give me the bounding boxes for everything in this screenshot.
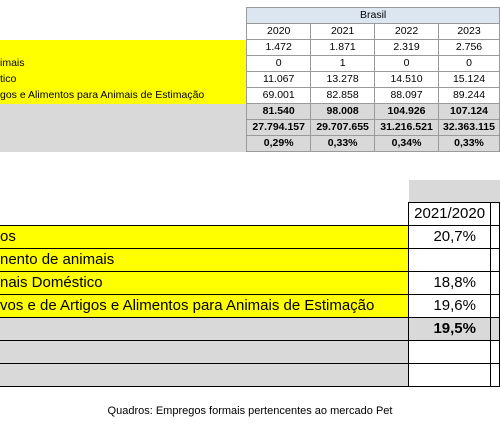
year-header: 2020 bbox=[247, 24, 311, 40]
table-cell: 98.008 bbox=[311, 104, 375, 120]
year-header: 2022 bbox=[375, 24, 439, 40]
table-group-header-row bbox=[0, 8, 500, 24]
table-cell bbox=[409, 249, 491, 272]
row-label: vos e de Artigos e Alimentos para Animais de Estimação bbox=[0, 295, 409, 318]
table-cell: 19,5% bbox=[409, 318, 491, 341]
table-cell: 0,33% bbox=[311, 136, 375, 152]
table-top-header-row bbox=[0, 180, 500, 203]
row-label: os bbox=[0, 226, 409, 249]
table-period-header-row bbox=[0, 203, 500, 226]
table-row-total bbox=[0, 104, 500, 120]
table-cell: 27.794.157 bbox=[247, 120, 311, 136]
table-cell: 19,6% bbox=[409, 295, 491, 318]
table-row-total bbox=[0, 318, 500, 341]
table-cell: 104.926 bbox=[375, 104, 439, 120]
row-label bbox=[0, 318, 409, 341]
table-row bbox=[0, 56, 500, 72]
table-cell: 13.278 bbox=[311, 72, 375, 88]
year-header: 2021 bbox=[311, 24, 375, 40]
table-row bbox=[0, 249, 500, 272]
table-cell: 1.871 bbox=[311, 40, 375, 56]
table-cell: 20,7% bbox=[409, 226, 491, 249]
table-row bbox=[0, 341, 500, 364]
table-cell: 11.067 bbox=[247, 72, 311, 88]
table-cell: 82.858 bbox=[311, 88, 375, 104]
table-cell: 1 bbox=[311, 56, 375, 72]
table-cell: 15.124 bbox=[439, 72, 500, 88]
table-row-total-employment bbox=[0, 120, 500, 136]
row-label bbox=[0, 120, 247, 136]
table-cell: 0,34% bbox=[375, 136, 439, 152]
table-row bbox=[0, 226, 500, 249]
table-cell: 69.001 bbox=[247, 88, 311, 104]
row-label bbox=[0, 364, 409, 387]
period-header: 2021/2020 bbox=[409, 203, 491, 226]
row-label: imais bbox=[0, 56, 247, 72]
table-cell: 0 bbox=[439, 56, 500, 72]
table-cell: 0 bbox=[375, 56, 439, 72]
table-cell: 88.097 bbox=[375, 88, 439, 104]
growth-table bbox=[0, 180, 500, 387]
row-label: nais Doméstico bbox=[0, 272, 409, 295]
group-header-brasil: Brasil bbox=[247, 8, 500, 24]
table-cell: 0,29% bbox=[247, 136, 311, 152]
header-shade bbox=[409, 180, 491, 203]
table-cell bbox=[409, 341, 491, 364]
table-cell: 81.540 bbox=[247, 104, 311, 120]
table-cell: 1.472 bbox=[247, 40, 311, 56]
table-cell: 2.319 bbox=[375, 40, 439, 56]
table-cell: 18,8% bbox=[409, 272, 491, 295]
table-cell: 2.756 bbox=[439, 40, 500, 56]
table-row bbox=[0, 40, 500, 56]
row-label: gos e Alimentos para Animais de Estimação bbox=[0, 88, 247, 104]
table-cell: 31.216.521 bbox=[375, 120, 439, 136]
row-label bbox=[0, 341, 409, 364]
employment-table-brasil bbox=[0, 7, 500, 152]
row-label bbox=[0, 104, 247, 120]
table-row bbox=[0, 272, 500, 295]
table-row-share bbox=[0, 136, 500, 152]
row-label: tico bbox=[0, 72, 247, 88]
table-row bbox=[0, 72, 500, 88]
table-cell: 107.124 bbox=[439, 104, 500, 120]
table-cell: 89.244 bbox=[439, 88, 500, 104]
table-row bbox=[0, 295, 500, 318]
year-header: 2023 bbox=[439, 24, 500, 40]
row-label bbox=[0, 40, 247, 56]
table-cell: 14.510 bbox=[375, 72, 439, 88]
table-row bbox=[0, 364, 500, 387]
row-label bbox=[0, 136, 247, 152]
table-cell bbox=[409, 364, 491, 387]
table-cell: 29.707.655 bbox=[311, 120, 375, 136]
table-cell: 0 bbox=[247, 56, 311, 72]
caption: Quadros: Empregos formais pertencentes ao mercado Pet bbox=[107, 405, 393, 417]
table-row bbox=[0, 88, 500, 104]
table-year-header-row bbox=[0, 24, 500, 40]
table-cell: 32.363.115 bbox=[439, 120, 500, 136]
row-label: nento de animais bbox=[0, 249, 409, 272]
table-cell: 0,33% bbox=[439, 136, 500, 152]
